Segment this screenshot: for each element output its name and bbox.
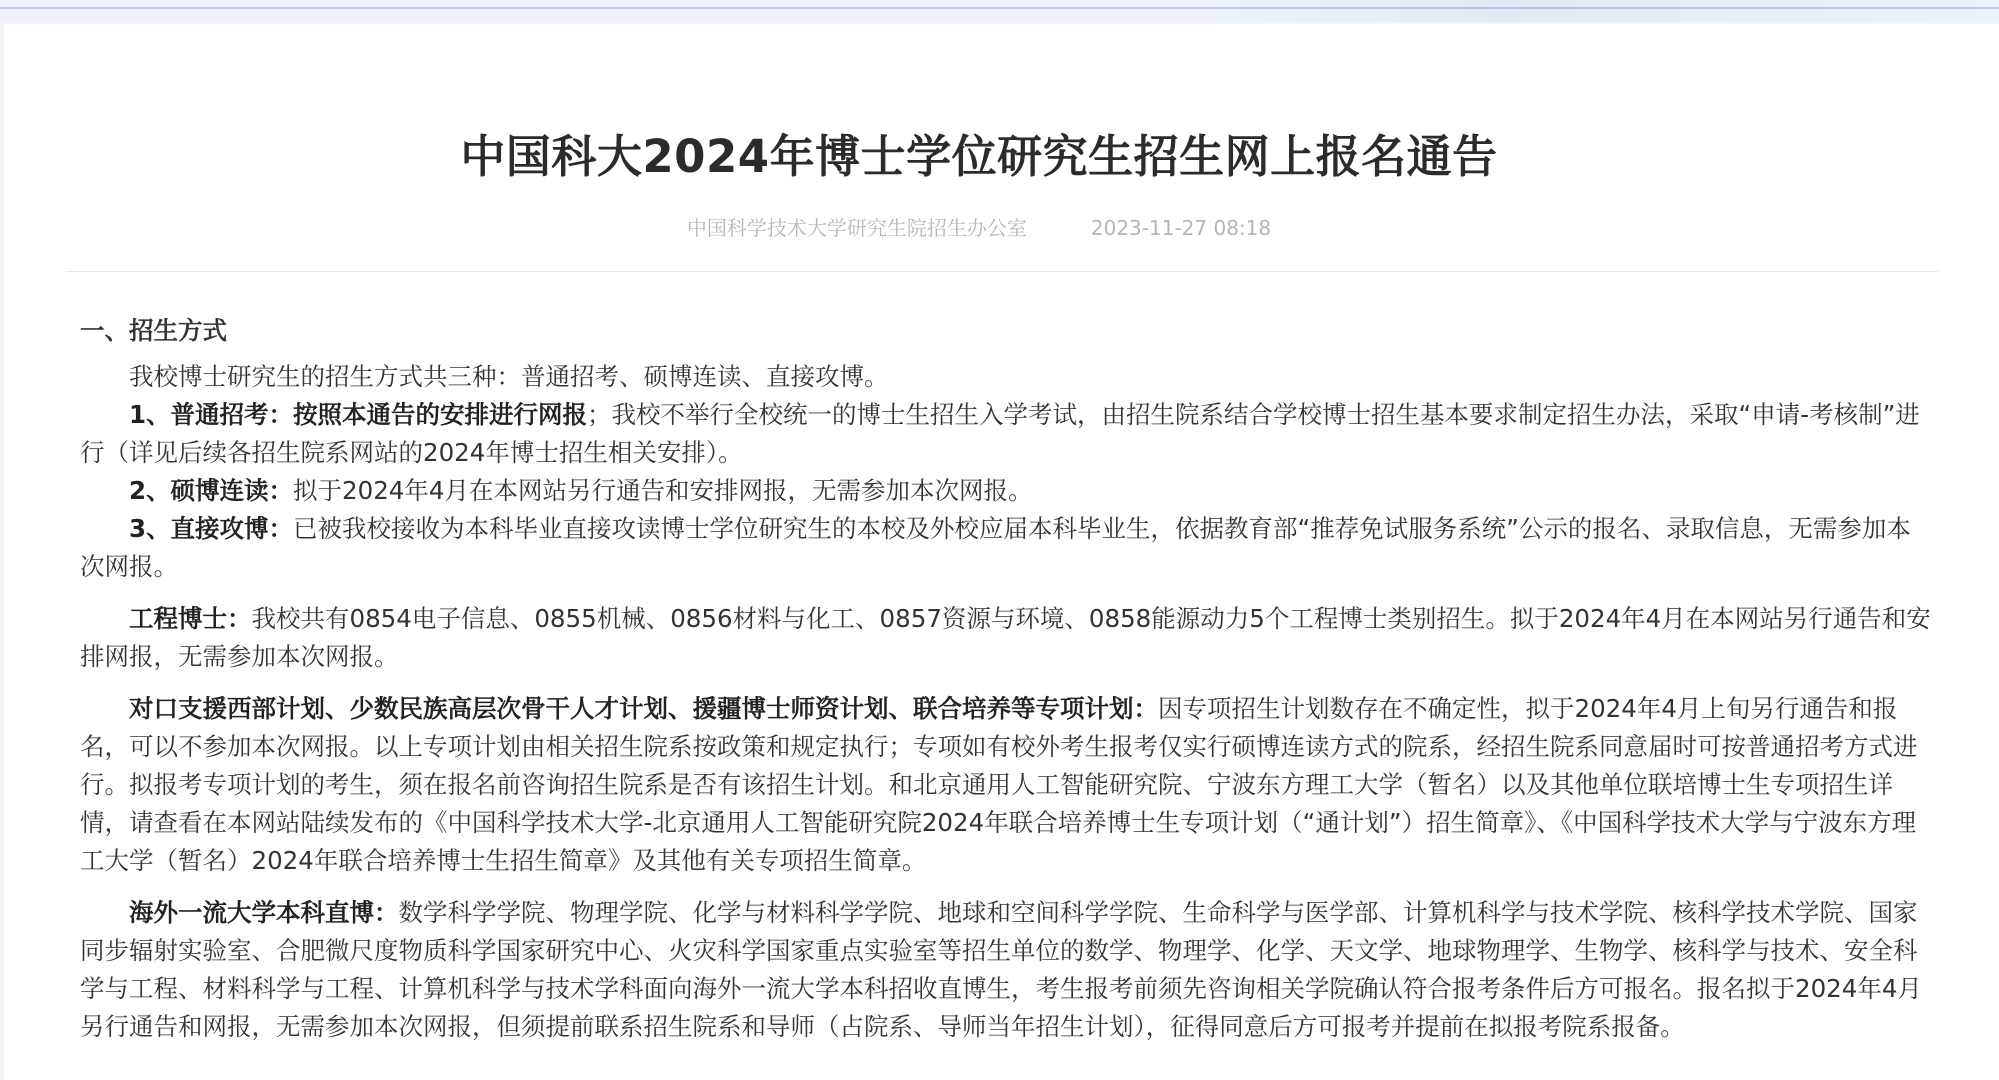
section-heading: 一、招生方式 [80, 316, 227, 345]
item-master-phd-label: 2、硕博连读： [129, 476, 294, 505]
engineering-doctorate-label: 工程博士： [129, 604, 252, 633]
item-master-phd-text: 拟于2024年4月在本网站另行通告和安排网报，无需参加本次网报。 [293, 476, 1033, 505]
item-regular-exam [80, 396, 1932, 472]
engineering-doctorate-text: 我校共有0854电子信息、0855机械、0856材料与化工、0857资源与环境、0858能源动力5个工程博士类别招生。拟于2024年4月在本网站另行通告和安排网报，无需参加本次网报。 [80, 604, 1931, 671]
special-plans-text: 因专项招生计划数存在不确定性，拟于2024年4月上旬另行通告和报名，可以不参加本次网报。以上专项计划由相关招生院系按政策和规定执行；专项如有校外考生报考仅实行硕博连读方式的院系，经招生院系同意届时可按普通招考方式进行。拟报考专项计划的考生，须在报名前咨询招生院系是否有该招生计划。和北京通用人工智能研究院、宁波东方理工大学（暂名）以及其他单位联培博士生专项招生详情，请查看在本网站陆续发布的《中国科学技术大学-北京通用人工智能研究院2024年联合培养博士生专项计划（“通计划”）招生简章》、《中国科学技术大学与宁波东方理工大学（暂名）2024年联合培养博士生招生简章》及其他有关专项招生简章。 [80, 694, 1918, 875]
article-date: 2023-11-27 08:18 [1090, 216, 1272, 240]
meta-divider [66, 271, 1938, 272]
overseas-direct-paragraph [80, 894, 1932, 1046]
article-source: 中国科学技术大学研究生院招生办公室 [686, 216, 1027, 240]
overseas-direct-label: 海外一流大学本科直博： [129, 898, 399, 927]
top-banner-line [0, 7, 1999, 9]
item-direct-phd [80, 510, 1932, 586]
article-meta [4, 212, 1954, 241]
special-plans-label: 对口支援西部计划、少数民族高层次骨干人才计划、援疆博士师资计划、联合培养等专项计划： [129, 694, 1158, 723]
item-master-phd [80, 472, 1932, 510]
item-regular-exam-label: 1、普通招考：按照本通告的安排进行网报 [129, 400, 588, 429]
top-banner [0, 0, 1999, 22]
special-plans-paragraph [80, 690, 1932, 880]
intro-paragraph: 我校博士研究生的招生方式共三种：普通招考、硕博连读、直接攻博。 [129, 362, 889, 391]
overseas-direct-text: 数学科学学院、物理学院、化学与材料科学学院、地球和空间科学学院、生命科学与医学部、计算机科学与技术学院、核科学技术学院、国家同步辐射实验室、合肥微尺度物质科学国家研究中心、火灾科学国家重点实验室等招生单位的数学、物理学、化学、天文学、地球物理学、生物学、核科学与技术、安全科学与工程、材料科学与工程、计算机科学与技术学科面向海外一流大学本科招收直博生，考生报考前须先咨询相关学院确认符合报考条件后方可报名。报名拟于2024年4月另行通告和网报，无需参加本次网报，但须提前联系招生院系和导师（占院系、导师当年招生计划），征得同意后方可报考并提前在拟报考院系报备。 [80, 898, 1922, 1041]
item-direct-phd-text: 已被我校接收为本科毕业直接攻读博士学位研究生的本校及外校应届本科毕业生，依据教育部“推荐免试服务系统”公示的报名、录取信息，无需参加本次网报。 [80, 514, 1911, 581]
item-direct-phd-label: 3、直接攻博： [129, 514, 294, 543]
engineering-doctorate-paragraph [80, 600, 1932, 676]
article-card [4, 24, 1999, 1080]
article-title: 中国科大2024年博士学位研究生招生网上报名通告 [460, 130, 1498, 183]
article-body [80, 312, 1932, 1046]
item-regular-exam-text: ；我校不举行全校统一的博士生招生入学考试，由招生院系结合学校博士招生基本要求制定招生办法，采取“申请-考核制”进行（详见后续各招生院系网站的2024年博士招生相关安排）。 [80, 400, 1920, 467]
